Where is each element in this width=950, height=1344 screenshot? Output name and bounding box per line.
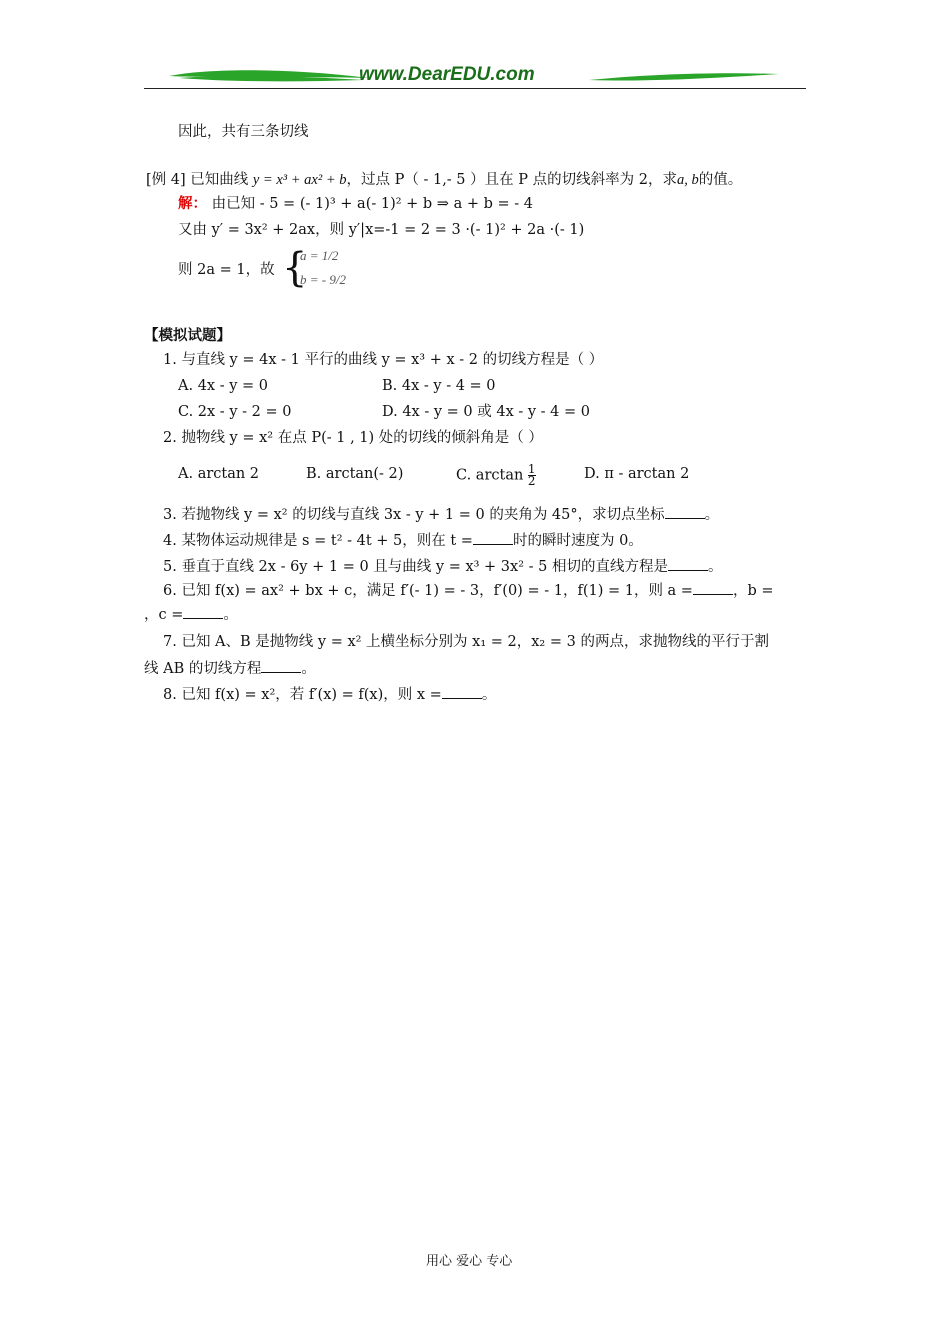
fraction-numerator: 1: [527, 462, 536, 476]
example-curve: y = x³ + ax² + b: [252, 172, 347, 188]
q6-cont: ，c =: [144, 607, 184, 623]
example-label: [例 4]: [146, 172, 186, 188]
q5-end: 。: [707, 559, 723, 575]
intro-line: 因此，共有三条切线: [178, 124, 309, 140]
q2-option-c-text: C. arctan: [456, 467, 524, 484]
question-6: [163, 580, 774, 601]
fraction-denominator: 2: [527, 474, 536, 488]
q4-end: 时的瞬时速度为 0。: [512, 533, 643, 549]
q3-text: 3. 若抛物线 y = x² 的切线与直线 3x - y + 1 = 0 的夹角为 45°，求切点坐标: [163, 507, 665, 523]
q8-end: 。: [481, 687, 497, 703]
example-text-a: 已知曲线: [190, 172, 249, 188]
answer-blank[interactable]: [261, 658, 301, 673]
q8-text: 8. 已知 f(x) = x²，若 f′(x) = f(x)，则 x =: [163, 687, 442, 703]
system-eq-b: b = - 9/2: [300, 272, 346, 287]
answer-blank[interactable]: [183, 604, 223, 619]
question-2: 2. 抛物线 y = x² 在点 P(- 1 , 1) 处的切线的倾斜角是（ ）: [163, 430, 543, 446]
question-6-continued: [144, 604, 238, 625]
header-banner: [144, 60, 806, 90]
q7-cont: 线 AB 的切线方程: [144, 661, 262, 677]
question-8: [163, 684, 496, 705]
answer-blank[interactable]: [442, 684, 482, 699]
page-footer: 用心 爱心 专心: [426, 1254, 513, 1269]
header-rule: [144, 88, 806, 89]
system-brace: {: [282, 245, 308, 291]
q2-option-c-fraction: [528, 464, 536, 487]
q6-text: 6. 已知 f(x) = ax² + bx + c，满足 f′(- 1) = - 3，f′(0) = - 1，f(1) = 1，则 a =: [163, 583, 693, 599]
question-7: 7. 已知 A、B 是抛物线 y = x² 上横坐标分别为 x₁ = 2，x₂ = 3 的两点，求抛物线的平行于割: [163, 634, 769, 650]
example-text-b: ，过点 P（ - 1,- 5 ）且在 P 点的切线斜率为 2，求: [346, 172, 677, 188]
example-vars: a, b: [676, 172, 699, 188]
solution-line-3: 则 2a = 1，故: [178, 262, 275, 278]
q4-text: 4. 某物体运动规律是 s = t² - 4t + 5，则在 t =: [163, 533, 473, 549]
answer-blank[interactable]: [668, 556, 708, 571]
q2-option-d: D. π - arctan 2: [584, 466, 690, 482]
q2-option-a: A. arctan 2: [178, 466, 260, 482]
solution-line-2: 又由 y′ = 3x² + 2ax，则 y′|x=-1 = 2 = 3 ·(- 1)² + 2a ·(- 1): [178, 222, 585, 238]
q2-option-b: B. arctan(- 2): [306, 466, 404, 482]
answer-blank[interactable]: [473, 530, 513, 545]
q7-end: 。: [301, 661, 316, 677]
header-swoosh-right: [589, 66, 779, 86]
q2-option-c: [456, 464, 536, 487]
q1-option-a: A. 4x - y = 0: [178, 378, 268, 394]
q1-option-d: D. 4x - y = 0 或 4x - y - 4 = 0: [382, 404, 590, 420]
q6-mid: ，b =: [732, 583, 774, 599]
header-swoosh-left: [169, 66, 369, 86]
question-1: 1. 与直线 y = 4x - 1 平行的曲线 y = x³ + x - 2 的切线方程是（ ）: [163, 352, 604, 368]
solution-line-1-text: 由已知 - 5 = (- 1)³ + a(- 1)² + b ⇒ a + b = - 4: [211, 196, 533, 212]
answer-blank[interactable]: [665, 504, 705, 519]
question-4: [163, 530, 643, 551]
q6-end: 。: [223, 607, 238, 623]
example-text-c: 的值。: [698, 172, 743, 188]
section-title: 【模拟试题】: [144, 327, 231, 344]
question-7-continued: [144, 658, 316, 679]
question-3: [163, 504, 719, 525]
header-site-name: www.DearEDU.com: [359, 64, 535, 85]
example-statement: [146, 170, 742, 190]
solution-line-1: [178, 194, 533, 214]
q1-option-b: B. 4x - y - 4 = 0: [382, 378, 496, 394]
question-5: [163, 556, 722, 577]
q5-text: 5. 垂直于直线 2x - 6y + 1 = 0 且与曲线 y = x³ + 3x² - 5 相切的直线方程是: [163, 559, 668, 575]
q1-option-c: C. 2x - y - 2 = 0: [178, 404, 292, 420]
answer-blank[interactable]: [693, 580, 733, 595]
solution-label: 解：: [178, 195, 207, 212]
system-eq-a: a = 1/2: [300, 248, 339, 263]
q3-end: 。: [704, 507, 720, 523]
